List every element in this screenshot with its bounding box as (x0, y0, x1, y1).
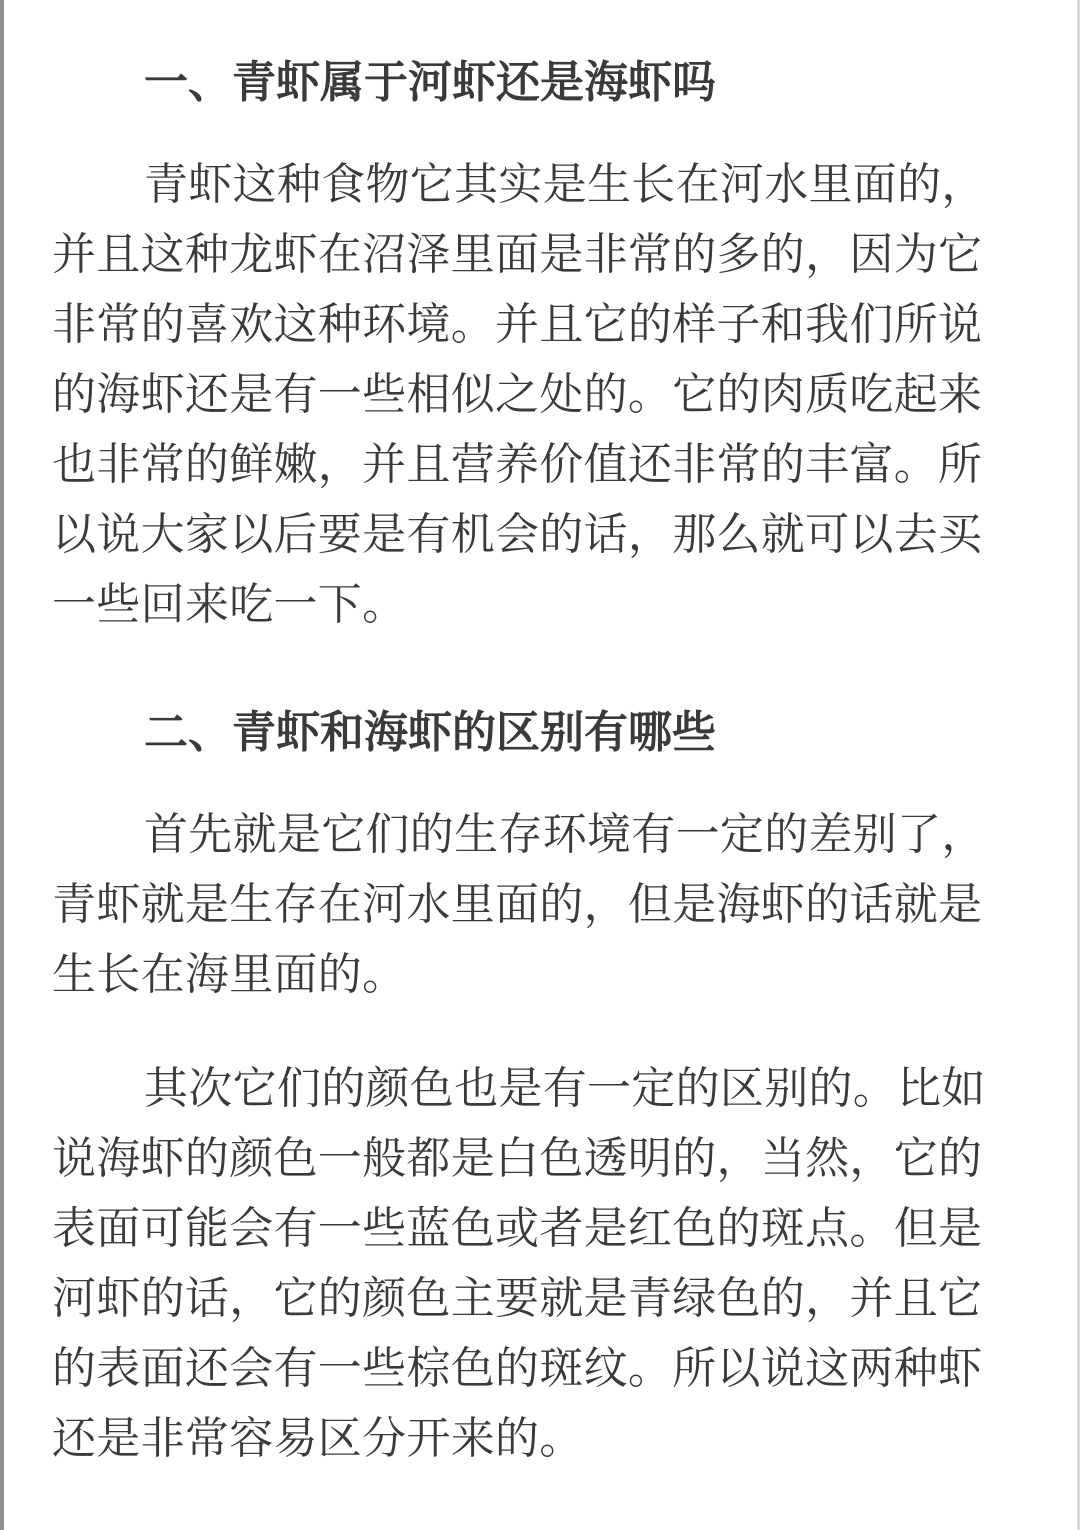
section-1-paragraph-1: 青虾这种食物它其实是生长在河水里面的，并且这种龙虾在沼泽里面是非常的多的，因为它非常的喜欢这种环境。并且它的样子和我们所说的海虾还是有一些相似之处的。它的肉质吃起来也非常的鲜嫩，并且营养价值还非常的丰富。所以说大家以后要是有机会的话，那么就可以去买一些回来吃一下。 (52, 159, 986, 630)
section-2-paragraph-2: 其次它们的颜色也是有一定的区别的。比如说海虾的颜色一般都是白色透明的，当然，它的表面可能会有一些蓝色或者是红色的斑点。但是河虾的话，它的颜色主要就是青绿色的，并且它的表面还会有一些棕色的斑纹。所以说这两种虾还是非常容易区分开来的。 (52, 1063, 986, 1464)
left-border (0, 0, 4, 1530)
section-heading-1: 一、青虾属于河虾还是海虾吗 (144, 57, 716, 108)
section-heading-2: 二、青虾和海虾的区别有哪些 (144, 707, 716, 758)
article-body (52, 0, 1020, 1474)
section-2-paragraph-1: 首先就是它们的生存环境有一定的差别了，青虾就是生存在河水里面的，但是海虾的话就是生长在海里面的。 (52, 809, 986, 1000)
